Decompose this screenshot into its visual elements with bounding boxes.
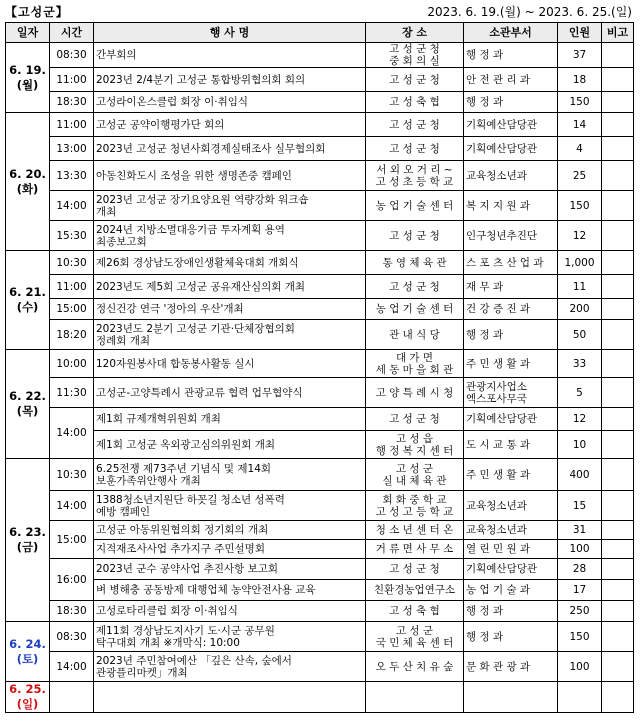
dept-cell: 행 정 과 xyxy=(464,320,558,350)
dept-cell: 행 정 과 xyxy=(464,601,558,622)
note-cell xyxy=(602,251,634,275)
date-cell xyxy=(6,350,50,459)
place-cell xyxy=(366,431,464,459)
cell-line: 중 회 의 실 xyxy=(389,55,440,67)
time-cell: 11:00 xyxy=(50,113,94,137)
schedule-row xyxy=(6,320,634,350)
dept-cell: 행 정 과 xyxy=(464,622,558,652)
cell-line: 행 정 복 지 센 터 xyxy=(375,444,454,457)
note-cell xyxy=(602,622,634,652)
note-cell xyxy=(602,378,634,408)
time-cell: 18:20 xyxy=(50,320,94,350)
cell-line: 탁구대회 개최 ※개막식: 10:00 xyxy=(96,636,240,649)
date-cell xyxy=(6,622,50,682)
schedule-row xyxy=(6,221,634,251)
time-cell: 10:30 xyxy=(50,459,94,491)
place-cell: 고 성 군 청 xyxy=(366,559,464,580)
weekday-label: (일) xyxy=(16,697,39,711)
event-cell xyxy=(94,221,366,251)
attendees-cell: 31 xyxy=(558,521,602,540)
cell-line: 2024년 지방소멸대응기금 투자계획 용역 xyxy=(96,223,285,236)
schedule-row xyxy=(6,68,634,92)
weekday-label: (화) xyxy=(16,181,39,196)
schedule-row xyxy=(6,622,634,652)
schedule-row xyxy=(6,191,634,221)
attendees-cell: 4 xyxy=(558,137,602,161)
cell-line: 예방 캠페인 xyxy=(96,505,151,518)
dept-cell: 기획예산담당관 xyxy=(464,137,558,161)
event-cell xyxy=(94,652,366,682)
place-cell: 청 소 년 센 터 온 xyxy=(366,521,464,540)
attendees-cell: 33 xyxy=(558,350,602,378)
dept-cell: 기획예산담당관 xyxy=(464,408,558,431)
place-cell: 고 성 군 청 xyxy=(366,137,464,161)
place-cell: 고 양 특 례 시 청 xyxy=(366,378,464,408)
weekday-label: (수) xyxy=(16,300,39,314)
place-cell xyxy=(366,43,464,68)
event-cell: 제1회 고성군 옥외광고심의위원회 개최 xyxy=(94,431,366,459)
time-cell: 14:00 xyxy=(50,408,94,459)
schedule-row xyxy=(6,161,634,191)
place-cell: 관 내 식 당 xyxy=(366,320,464,350)
cell-line: 고 성 초 등 학 교 xyxy=(375,175,454,188)
cell-line: 제11회 경상남도지사기 도·시군 공무원 xyxy=(96,624,275,637)
schedule-row xyxy=(6,43,634,68)
schedule-table xyxy=(5,22,634,713)
dept-cell: 행 정 과 xyxy=(464,43,558,68)
cell-line: 최종보고회 xyxy=(96,235,147,248)
place-cell: 고 성 군 청 xyxy=(366,68,464,92)
date-label: 6. 20. xyxy=(9,166,46,181)
event-cell: 고성라이온스클럽 회장 이·취임식 xyxy=(94,92,366,113)
cell-line: 개최 xyxy=(96,205,117,218)
time-cell: 10:00 xyxy=(50,350,94,378)
time-cell: 13:00 xyxy=(50,137,94,161)
event-cell: 2023년도 제5회 고성군 공유재산심의회 개최 xyxy=(94,275,366,299)
event-cell: 아동친화도시 조성을 위한 생명존중 캠페인 xyxy=(94,161,366,191)
attendees-cell: 50 xyxy=(558,320,602,350)
schedule-row xyxy=(6,378,634,408)
time-cell: 14:00 xyxy=(50,191,94,221)
dept-cell: 인구청년추진단 xyxy=(464,221,558,251)
attendees-cell: 1,000 xyxy=(558,251,602,275)
place-cell xyxy=(366,161,464,191)
attendees-cell: 150 xyxy=(558,92,602,113)
attendees-cell: 11 xyxy=(558,275,602,299)
place-cell: 고 성 군 청 xyxy=(366,275,464,299)
schedule-row xyxy=(6,491,634,521)
col-header-attendees: 인원 xyxy=(558,23,602,43)
schedule-row xyxy=(6,580,634,601)
time-cell xyxy=(50,682,94,713)
place-cell xyxy=(366,491,464,521)
place-cell: 농 업 기 술 센 터 xyxy=(366,191,464,221)
time-cell: 10:30 xyxy=(50,251,94,275)
schedule-row xyxy=(6,540,634,559)
date-label: 6. 22. xyxy=(9,389,46,403)
event-cell xyxy=(94,682,366,713)
date-label: 6. 23. xyxy=(9,525,46,539)
attendees-cell: 10 xyxy=(558,431,602,459)
cell-line: 보훈가족위안행사 개최 xyxy=(96,474,201,487)
place-cell: 통 영 체 육 관 xyxy=(366,251,464,275)
place-cell xyxy=(366,682,464,713)
place-cell: 고 성 군 청 xyxy=(366,408,464,431)
cell-line: 국 민 체 육 센 터 xyxy=(375,636,454,649)
note-cell xyxy=(602,408,634,431)
cell-line: 2023년도 2분기 고성군 기관·단체장협의회 xyxy=(96,322,295,335)
note-cell xyxy=(602,137,634,161)
col-header-dept: 소관부서 xyxy=(464,23,558,43)
event-cell: 제1회 규제개혁위원회 개최 xyxy=(94,408,366,431)
event-cell: 지적재조사사업 추가지구 주민설명회 xyxy=(94,540,366,559)
cell-line: 고 성 군 xyxy=(395,462,434,475)
dept-cell: 스 포 츠 산 업 과 xyxy=(464,251,558,275)
dept-cell: 열 린 민 원 과 xyxy=(464,540,558,559)
attendees-cell: 200 xyxy=(558,299,602,320)
event-cell: 2023년 군수 공약사업 추진사항 보고회 xyxy=(94,559,366,580)
attendees-cell: 12 xyxy=(558,408,602,431)
event-cell: 고성군-고양특례시 관광교류 협력 업무협약식 xyxy=(94,378,366,408)
cell-line: 서 외 오 거 리 ~ xyxy=(376,163,453,176)
note-cell xyxy=(602,221,634,251)
attendees-cell: 17 xyxy=(558,580,602,601)
period-range: 2023. 6. 19.(월) ~ 2023. 6. 25.(일) xyxy=(427,5,632,19)
time-cell: 08:30 xyxy=(50,622,94,652)
schedule-row xyxy=(6,113,634,137)
time-cell: 08:30 xyxy=(50,43,94,68)
event-cell: 고성군 공약이행평가단 회의 xyxy=(94,113,366,137)
schedule-row xyxy=(6,275,634,299)
col-header-event: 행 사 명 xyxy=(94,23,366,43)
note-cell xyxy=(602,350,634,378)
event-cell: 고성로타리클럽 회장 이·취임식 xyxy=(94,601,366,622)
time-cell: 18:30 xyxy=(50,92,94,113)
place-cell: 고 성 군 청 xyxy=(366,221,464,251)
schedule-row xyxy=(6,521,634,540)
schedule-row xyxy=(6,601,634,622)
attendees-cell: 12 xyxy=(558,221,602,251)
schedule-row xyxy=(6,408,634,431)
place-cell: 고 성 군 청 xyxy=(366,113,464,137)
note-cell xyxy=(602,113,634,137)
time-cell: 11:00 xyxy=(50,68,94,92)
dept-cell: 행 정 과 xyxy=(464,92,558,113)
region-label: 【고성군】 xyxy=(5,5,69,19)
weekday-label: (목) xyxy=(16,404,39,418)
dept-cell: 주 민 생 활 과 xyxy=(464,350,558,378)
cell-line: 2023년 고성군 장기요양요원 역량강화 워크숍 xyxy=(96,193,309,206)
note-cell xyxy=(602,275,634,299)
date-label: 6. 21. xyxy=(9,285,46,299)
place-cell: 오 두 산 치 유 숲 xyxy=(366,652,464,682)
attendees-cell: 400 xyxy=(558,459,602,491)
attendees-cell: 25 xyxy=(558,161,602,191)
cell-line: 고 성 군 청 xyxy=(389,43,440,55)
dept-cell: 문 화 관 광 과 xyxy=(464,652,558,682)
cell-line: 고 성 군 xyxy=(395,624,434,637)
event-cell xyxy=(94,191,366,221)
cell-line: 고 성 고 등 학 교 xyxy=(375,505,454,518)
cell-line: 관광플리마켓」개최 xyxy=(96,666,188,679)
event-cell: 고성군 아동위원협의회 정기회의 개최 xyxy=(94,521,366,540)
time-cell: 14:00 xyxy=(50,491,94,521)
schedule-row xyxy=(6,559,634,580)
attendees-cell: 250 xyxy=(558,601,602,622)
date-cell xyxy=(6,459,50,622)
col-header-place: 장 소 xyxy=(366,23,464,43)
cell-line: 6.25전쟁 제73주년 기념식 및 제14회 xyxy=(96,462,272,475)
schedule-row xyxy=(6,137,634,161)
dept-cell: 건 강 증 진 과 xyxy=(464,299,558,320)
col-header-time: 시간 xyxy=(50,23,94,43)
time-cell: 15:30 xyxy=(50,221,94,251)
event-cell xyxy=(94,459,366,491)
note-cell xyxy=(602,459,634,491)
dept-cell: 복 지 지 원 과 xyxy=(464,191,558,221)
attendees-cell: 100 xyxy=(558,652,602,682)
date-cell xyxy=(6,43,50,113)
note-cell xyxy=(602,652,634,682)
date-cell xyxy=(6,682,50,713)
schedule-row xyxy=(6,652,634,682)
dept-cell: 기획예산담당관 xyxy=(464,559,558,580)
date-label: 6. 24. xyxy=(9,636,46,651)
note-cell xyxy=(602,431,634,459)
event-cell: 간부회의 xyxy=(94,43,366,68)
dept-cell: 도 시 교 통 과 xyxy=(464,431,558,459)
attendees-cell: 14 xyxy=(558,113,602,137)
note-cell xyxy=(602,191,634,221)
cell-line: 실 내 체 육 관 xyxy=(382,474,447,487)
report-header xyxy=(0,0,640,22)
note-cell xyxy=(602,68,634,92)
note-cell xyxy=(602,320,634,350)
schedule-row xyxy=(6,299,634,320)
col-header-note: 비고 xyxy=(602,23,634,43)
col-header-date: 일자 xyxy=(6,23,50,43)
place-cell: 고 성 축 협 xyxy=(366,601,464,622)
note-cell xyxy=(602,601,634,622)
schedule-row xyxy=(6,251,634,275)
schedule-row xyxy=(6,350,634,378)
event-cell: 120자원봉사대 합동봉사활동 실시 xyxy=(94,350,366,378)
schedule-row xyxy=(6,431,634,459)
date-cell xyxy=(6,251,50,350)
schedule-row xyxy=(6,459,634,491)
dept-cell: 주 민 생 활 과 xyxy=(464,459,558,491)
dept-cell xyxy=(464,682,558,713)
cell-line: 엑스포사무국 xyxy=(466,392,527,405)
event-cell: 벼 병해충 공동방제 대행업체 농약안전사용 교육 xyxy=(94,580,366,601)
event-cell: 제26회 경상남도장애인생활체육대회 개회식 xyxy=(94,251,366,275)
cell-line: 고 성 읍 xyxy=(395,432,434,445)
place-cell xyxy=(366,622,464,652)
cell-line: 정례회 개최 xyxy=(96,334,151,347)
attendees-cell: 150 xyxy=(558,622,602,652)
note-cell xyxy=(602,299,634,320)
date-cell xyxy=(6,113,50,251)
dept-cell: 안 전 관 리 과 xyxy=(464,68,558,92)
note-cell xyxy=(602,92,634,113)
cell-line: 1388청소년지원단 하꼿길 청소년 성폭력 xyxy=(96,493,285,506)
cell-line: 대 가 면 xyxy=(395,351,434,364)
note-cell xyxy=(602,43,634,68)
attendees-cell: 37 xyxy=(558,43,602,68)
weekday-label: (토) xyxy=(16,651,39,666)
event-cell: 2023년 고성군 청년사회경제실태조사 실무협의회 xyxy=(94,137,366,161)
attendees-cell: 18 xyxy=(558,68,602,92)
time-cell: 18:30 xyxy=(50,601,94,622)
attendees-cell xyxy=(558,682,602,713)
place-cell xyxy=(366,459,464,491)
attendees-cell: 15 xyxy=(558,491,602,521)
date-label: 6. 25. xyxy=(9,682,46,696)
cell-line: 2023년 주민참여예산 「깊은 산속, 숲에서 xyxy=(96,654,292,667)
event-cell xyxy=(94,491,366,521)
time-cell: 15:00 xyxy=(50,521,94,559)
header-row xyxy=(6,23,634,43)
place-cell: 농 업 기 술 센 터 xyxy=(366,299,464,320)
note-cell xyxy=(602,521,634,540)
event-cell: 정신건강 연극 '정아의 우산'개최 xyxy=(94,299,366,320)
event-cell xyxy=(94,320,366,350)
time-cell: 16:00 xyxy=(50,559,94,601)
cell-line: 세 동 마 을 회 관 xyxy=(375,363,454,376)
time-cell: 11:00 xyxy=(50,275,94,299)
attendees-cell: 5 xyxy=(558,378,602,408)
dept-cell: 교육청소년과 xyxy=(464,161,558,191)
note-cell xyxy=(602,540,634,559)
weekday-label: (월) xyxy=(16,77,39,92)
cell-line: 관광지사업소 xyxy=(466,380,527,393)
time-cell: 11:30 xyxy=(50,378,94,408)
place-cell: 친환경농업연구소 xyxy=(366,580,464,601)
note-cell xyxy=(602,559,634,580)
dept-cell: 기획예산담당관 xyxy=(464,113,558,137)
schedule-row xyxy=(6,682,634,713)
place-cell: 고 성 축 협 xyxy=(366,92,464,113)
time-cell: 15:00 xyxy=(50,299,94,320)
note-cell xyxy=(602,161,634,191)
note-cell xyxy=(602,682,634,713)
attendees-cell: 100 xyxy=(558,540,602,559)
weekday-label: (금) xyxy=(16,540,39,554)
cell-line: 회 화 중 학 교 xyxy=(382,493,447,506)
place-cell: 거 류 면 사 무 소 xyxy=(366,540,464,559)
note-cell xyxy=(602,491,634,521)
attendees-cell: 150 xyxy=(558,191,602,221)
date-label: 6. 19. xyxy=(9,62,46,77)
note-cell xyxy=(602,580,634,601)
time-cell: 14:00 xyxy=(50,652,94,682)
time-cell: 13:30 xyxy=(50,161,94,191)
event-cell: 2023년 2/4분기 고성군 통합방위협의회 회의 xyxy=(94,68,366,92)
place-cell xyxy=(366,350,464,378)
dept-cell xyxy=(464,378,558,408)
event-cell xyxy=(94,622,366,652)
dept-cell: 교육청소년과 xyxy=(464,491,558,521)
dept-cell: 농 업 기 술 과 xyxy=(464,580,558,601)
dept-cell: 재 무 과 xyxy=(464,275,558,299)
attendees-cell: 28 xyxy=(558,559,602,580)
dept-cell: 교육청소년과 xyxy=(464,521,558,540)
schedule-row xyxy=(6,92,634,113)
